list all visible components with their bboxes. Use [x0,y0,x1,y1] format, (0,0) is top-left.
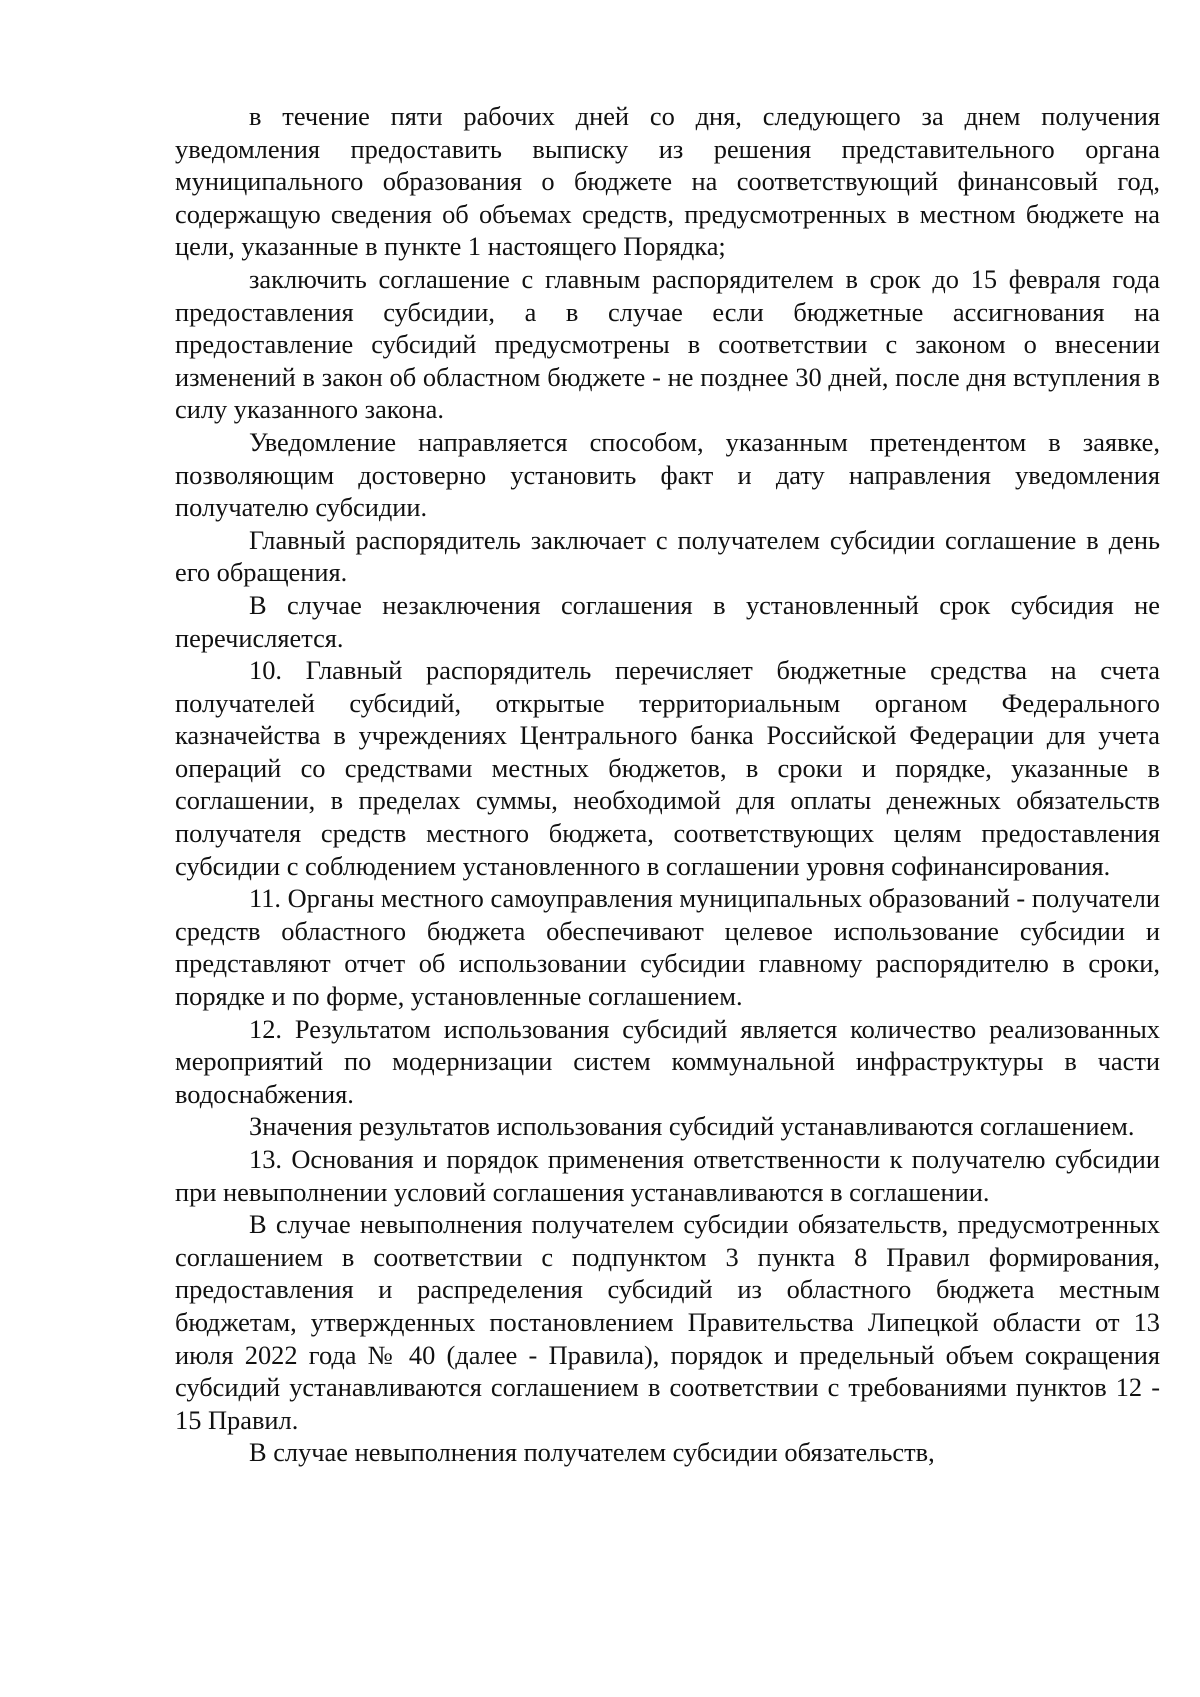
paragraph-agreement-day: Главный распорядитель заключает с получателем субсидии соглашение в день его обращения. [175,524,1160,588]
paragraph-non-fulfillment-continued: В случае невыполнения получателем субсидии обязательств, [249,1437,935,1468]
paragraph-non-fulfillment-rules: В случае невыполнения получателем субсидии обязательств, предусмотренных соглашением в соответствии с подпунктом 3 пункта 8 Правил формирования, предоставления и распределения субсидий из областного бюджета местным бюджетам, утвержденных постановлением Правительства Липецкой области от 13 июля 2022 года № 40 (далее - Правила), порядок и предельный объем сокращения субсидий устанавливаются соглашением в соответствии с требованиями пунктов 12 - 15 Правил. [175,1209,1160,1435]
paragraph-result-values: Значения результатов использования субсидий устанавливаются соглашением. [249,1111,1135,1142]
paragraph-item-13: 13. Основания и порядок применения ответственности к получателю субсидии при невыполнении условий соглашения устанавливаются в соглашении. [175,1144,1160,1207]
paragraph-item-12: 12. Результатом использования субсидий является количество реализованных мероприятий по модернизации систем коммунальной инфраструктуры в части водоснабжения. [175,1013,1160,1109]
paragraph-non-conclusion: В случае незаключения соглашения в установленный срок субсидия не перечисляется. [175,589,1160,653]
paragraph-notification-method: Уведомление направляется способом, указанным претендентом в заявке, позволяющим достоверно установить факт и дату направления уведомления получателю субсидии. [175,426,1160,523]
paragraph-item-11: 11. Органы местного самоуправления муниципальных образований - получатели средств областного бюджета обеспечивают целевое использование субсидии и представляют отчет об использовании субсидии главному распорядителю в сроки, порядке и по форме, установленные соглашением. [175,883,1160,1012]
document-page [175,100,1160,1469]
paragraph-item-10: 10. Главный распорядитель перечисляет бюджетные средства на счета получателей субсидий, открытые территориальным органом Федерального казначейства в учреждениях Центрального банка Российской Федерации для учета операций со средствами местных бюджетов, в сроки и порядке, указанные в соглашении, в пределах суммы, необходимой для оплаты денежных обязательств получателя средств местного бюджета, соответствующих целям предоставления субсидии с соблюдением установленного в соглашении уровня софинансирования. [175,655,1160,881]
paragraph-statement-deadline: в течение пяти рабочих дней со дня, следующего за днем получения уведомления предоставить выписку из решения представительного органа муниципального образования о бюджете на соответствующий финансовый год, содержащую сведения об объемах средств, предусмотренных в местном бюджете на цели, указанные в пункте 1 настоящего Порядка; [175,101,1160,262]
paragraph-agreement-conclusion: заключить соглашение с главным распорядителем в срок до 15 февраля года предоставления субсидии, а в случае если бюджетные ассигнования на предоставление субсидий предусмотрены в соответствии с законом о внесении изменений в закон об областном бюджете - не позднее 30 дней, после дня вступления в силу указанного закона. [175,263,1160,425]
